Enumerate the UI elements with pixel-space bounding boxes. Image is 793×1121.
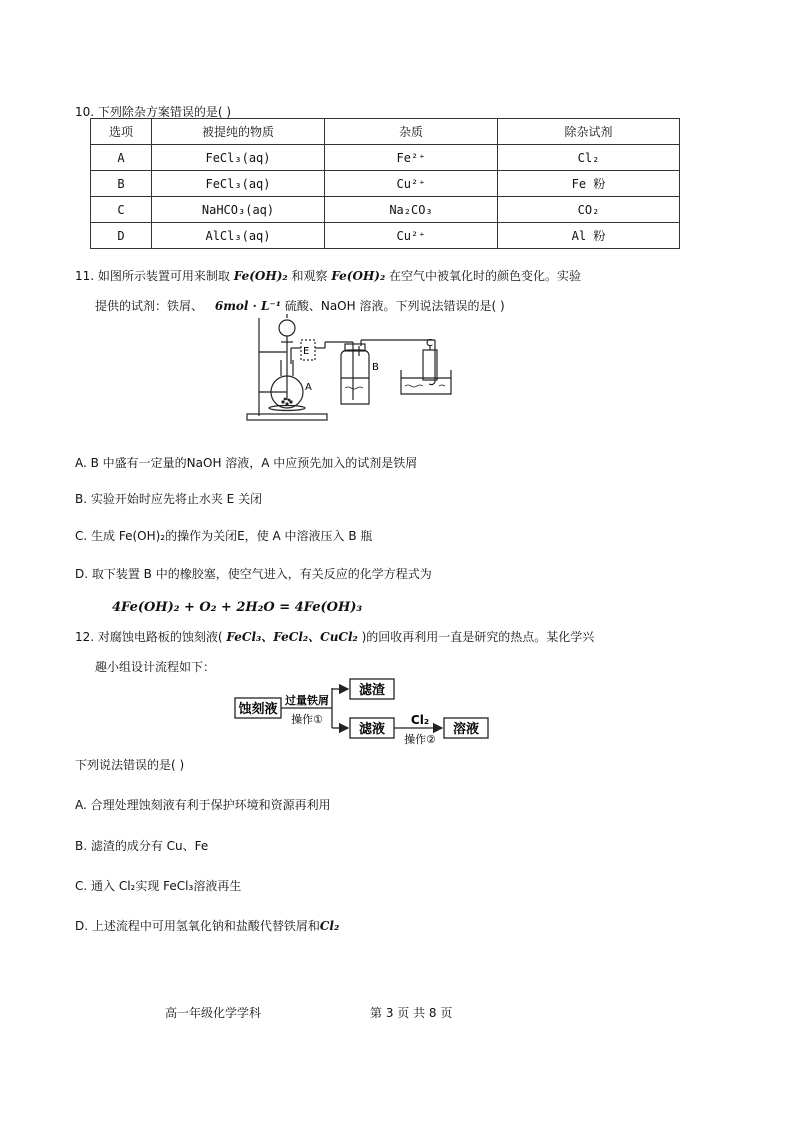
q12-stem-line2: 趣小组设计流程如下： (95, 660, 216, 674)
table-cell: FeCl₃(aq) (152, 145, 325, 171)
q12-stem-line1 (75, 628, 594, 645)
q12-option-d (75, 917, 339, 934)
table-cell: C (91, 197, 152, 223)
table-cell: B (91, 171, 152, 197)
table-row (91, 223, 680, 249)
q11-formula: Fe(OH)₂ (233, 269, 288, 283)
q12-stem-text: )的回收再利用一直是研究的热点。某化学兴 (361, 630, 595, 644)
q11-stem-line1 (75, 267, 581, 284)
q11-formula: Fe(OH)₂ (331, 269, 386, 283)
q11-stem-text: 提供的试剂：铁屑、 (95, 299, 204, 313)
table-cell: FeCl₃(aq) (152, 171, 325, 197)
table-cell: A (91, 145, 152, 171)
q12-option-c: C. 通入 Cl₂实现 FeCl₃溶液再生 (75, 879, 242, 893)
table-header: 除杂试剂 (498, 119, 680, 145)
table-row (91, 197, 680, 223)
flow-step1-op: 操作① (291, 713, 323, 726)
q10-stem: 10. 下列除杂方案错误的是( ) (75, 105, 232, 119)
flow-filtrate-label: 滤液 (358, 722, 386, 737)
q12-option-a: A. 合理处理蚀刻液有利于保护环境和资源再利用 (75, 798, 331, 812)
q11-stem-text: 在空气中被氧化时的颜色变化。实验 (389, 269, 582, 283)
q12-flowchart (232, 676, 492, 746)
flow-step2-reagent: Cl₂ (410, 713, 430, 727)
figure-label-e: E (303, 346, 310, 357)
q11-option-a: A. B 中盛有一定量的NaOH 溶液，A 中应预先加入的试剂是铁屑 (75, 456, 418, 470)
table-header: 选项 (91, 119, 152, 145)
q12-question: 下列说法错误的是( ) (75, 758, 185, 772)
q12-option-b: B. 滤渣的成分有 Cu、Fe (75, 839, 209, 853)
table-cell: Na₂CO₃ (325, 197, 498, 223)
table-cell: Al 粉 (498, 223, 680, 249)
footer-subject: 高一年级化学学科 (165, 1006, 262, 1020)
q12-formulas: FeCl₃、FeCl₂、CuCl₂ (226, 630, 358, 644)
figure-label-b: B (372, 362, 379, 373)
q11-stem-text: 和观察 (291, 269, 328, 283)
flow-step1-reagent: 过量铁屑 (285, 694, 329, 707)
figure-label-c: C (426, 338, 433, 349)
table-row (91, 145, 680, 171)
q11-stem-text: 11. 如图所示装置可用来制取 (75, 269, 230, 283)
table-cell: Cl₂ (498, 145, 680, 171)
table-header: 被提纯的物质 (152, 119, 325, 145)
flow-step2-op: 操作② (404, 733, 436, 746)
q12-stem-text: 12. 对腐蚀电路板的蚀刻液( (75, 630, 223, 644)
table-row (91, 171, 680, 197)
table-cell: Fe²⁺ (325, 145, 498, 171)
q12-option-d-formula: Cl₂ (319, 919, 340, 933)
q11-apparatus-figure (245, 312, 460, 424)
table-cell: Cu²⁺ (325, 223, 498, 249)
q11-option-d: D. 取下装置 B 中的橡胶塞，使空气进入，有关反应的化学方程式为 (75, 567, 432, 581)
q11-option-c: C. 生成 Fe(OH)₂的操作为关闭E，使 A 中溶液压入 B 瓶 (75, 529, 373, 543)
q11-option-b: B. 实验开始时应先将止水夹 E 关闭 (75, 492, 263, 506)
table-header: 杂质 (325, 119, 498, 145)
table-cell: Cu²⁺ (325, 171, 498, 197)
q11-stem-text: 硫酸、NaOH 溶液。下列说法错误的是( ) (284, 299, 505, 313)
q11-concentration: 6mol · L⁻¹ (214, 299, 282, 313)
table-cell: CO₂ (498, 197, 680, 223)
flow-solution-label: 溶液 (452, 722, 480, 737)
q11-equation: 4Fe(OH)₂ + O₂ + 2H₂O = 4Fe(OH)₃ (112, 600, 363, 615)
table-cell: Fe 粉 (498, 171, 680, 197)
q10-table (90, 118, 680, 249)
table-cell: NaHCO₃(aq) (152, 197, 325, 223)
footer-page-number: 第 3 页 共 8 页 (370, 1006, 453, 1020)
flow-start-label: 蚀刻液 (238, 702, 278, 717)
q12-option-d-text: D. 上述流程中可用氢氧化钠和盐酸代替铁屑和 (75, 919, 320, 933)
table-cell: AlCl₃(aq) (152, 223, 325, 249)
table-header-row (91, 119, 680, 145)
table-cell: D (91, 223, 152, 249)
flow-residue-label: 滤渣 (358, 683, 386, 698)
figure-label-a: A (305, 382, 312, 393)
